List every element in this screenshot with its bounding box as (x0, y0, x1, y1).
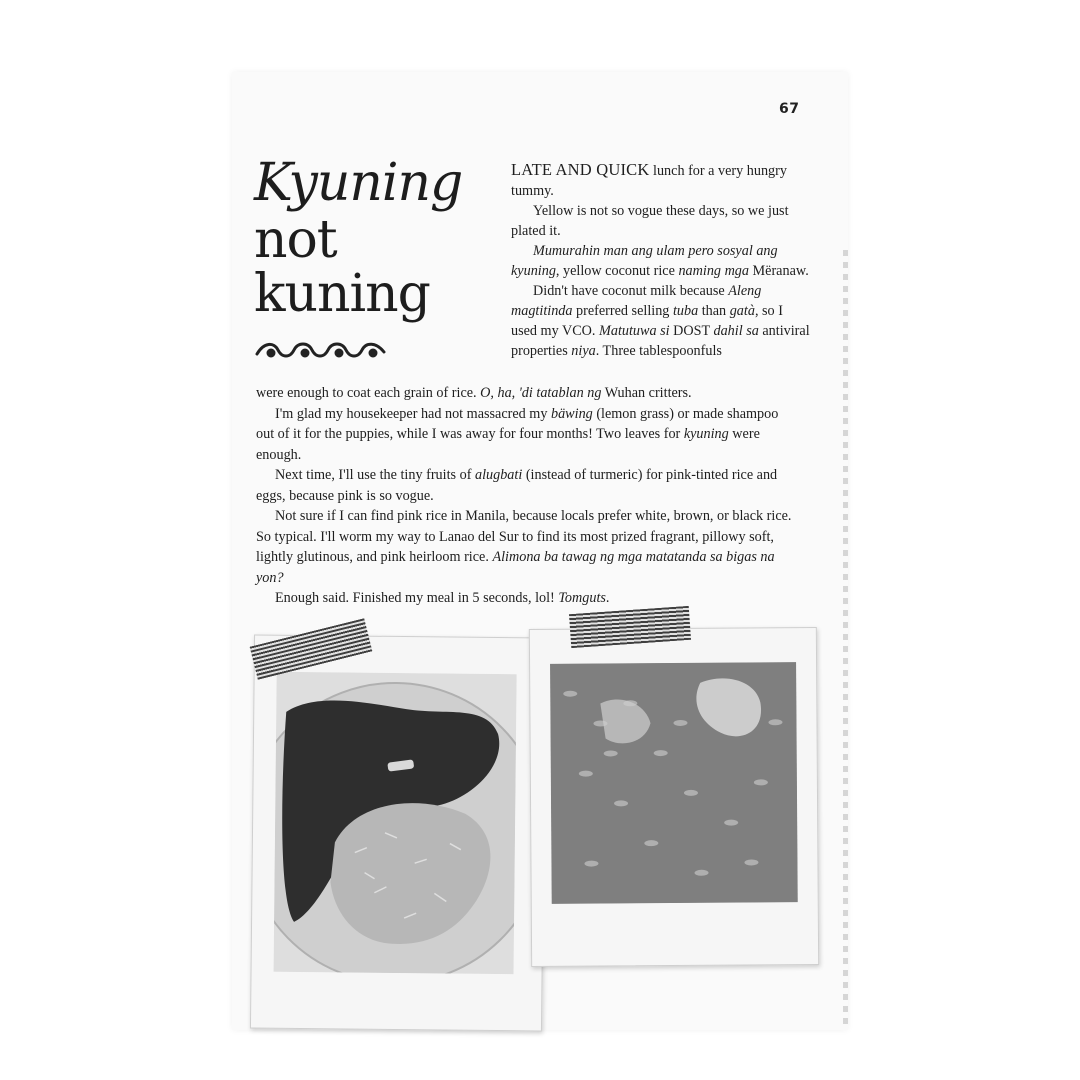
text: Next time, I'll use the tiny fruits of (275, 467, 475, 483)
text-italic: Alimona ba tawag ng mga matatanda sa bigas na yon? (256, 549, 775, 586)
paragraph-continued (256, 383, 798, 404)
photo-frame-right (529, 627, 819, 967)
text-italic: bäwing (550, 405, 593, 422)
text-italic: tuba (672, 303, 699, 319)
photo-rice-closeup (550, 662, 798, 904)
text: Not sure if I can find pink rice in Manila, because locals prefer white, brown, or black rice. So typical. I'll worm my way to Lanao del Sur to find its most prized fragrant, pillowy soft, lightly glutinous, and pink heirloom rice. (256, 508, 792, 565)
text: DOST (669, 323, 714, 339)
page-edge-shadow (843, 250, 848, 1030)
paragraph-3 (511, 241, 811, 281)
text: preferred selling (572, 303, 673, 319)
text: Didn't have coconut milk because (533, 283, 729, 299)
lead-in: LATE AND QUICK (511, 160, 650, 179)
text-italic: Mumurahin man ang ulam pero sosyal ang kyuning (511, 243, 778, 279)
text-italic: Tomguts (558, 590, 606, 606)
paragraph-1 (511, 160, 811, 201)
paragraph-7 (256, 506, 798, 588)
title-line-1: Kyuning (254, 153, 463, 213)
title-line-2: not (254, 210, 337, 270)
text: Enough said. Finished my meal in 5 seconds, lol! (275, 590, 559, 606)
text: , so I used my VCO. (511, 303, 783, 339)
body-text (256, 383, 798, 609)
text: were enough. (256, 426, 760, 463)
text-italic: alugbati (474, 467, 523, 483)
text: , yellow coconut rice (555, 263, 679, 279)
text: than (698, 303, 730, 319)
text-italic: dahil sa (713, 323, 759, 339)
text: . Three tablespoonfuls (595, 343, 722, 359)
text-italic: Matutuwa si (599, 323, 670, 339)
text: I'm glad my housekeeper had not massacred my (275, 405, 551, 422)
text-italic: O, ha, 'di tatablan ng (480, 385, 602, 401)
text: lunch for a very hungry tummy. (511, 163, 787, 199)
photo-meal-plate (274, 672, 517, 974)
paragraph-8 (256, 588, 798, 609)
paragraph-2: Yellow is not so vogue these days, so we just plated it. (511, 203, 789, 239)
paragraph-6 (256, 465, 798, 506)
text: Wuhan critters. (601, 385, 692, 401)
title-line-3: kuning (254, 264, 430, 324)
intro-column (511, 160, 811, 361)
text: (instead of turmeric) for pink-tinted rice and eggs, because pink is so vogue. (256, 467, 778, 504)
page-number: 67 (779, 101, 800, 117)
text-italic: niya (571, 343, 596, 359)
text: antiviral properties (511, 323, 810, 359)
text: were enough to coat each grain of rice. (256, 385, 481, 401)
text: Mëranaw. (749, 263, 809, 279)
photo-frame-left (250, 634, 546, 1031)
text-italic: naming mga (678, 263, 749, 279)
ornament-flourish-icon (254, 336, 388, 364)
text: . (605, 590, 610, 606)
text-italic: kyuning (683, 426, 729, 442)
paragraph-5 (256, 404, 798, 466)
text-italic: gatà (729, 303, 755, 319)
text: (lemon grass) or made shampoo out of it for the puppies, while I was away for four months! Two leaves for (256, 405, 779, 442)
paragraph-4 (511, 281, 811, 361)
text-italic: Aleng magtitinda (511, 283, 762, 319)
